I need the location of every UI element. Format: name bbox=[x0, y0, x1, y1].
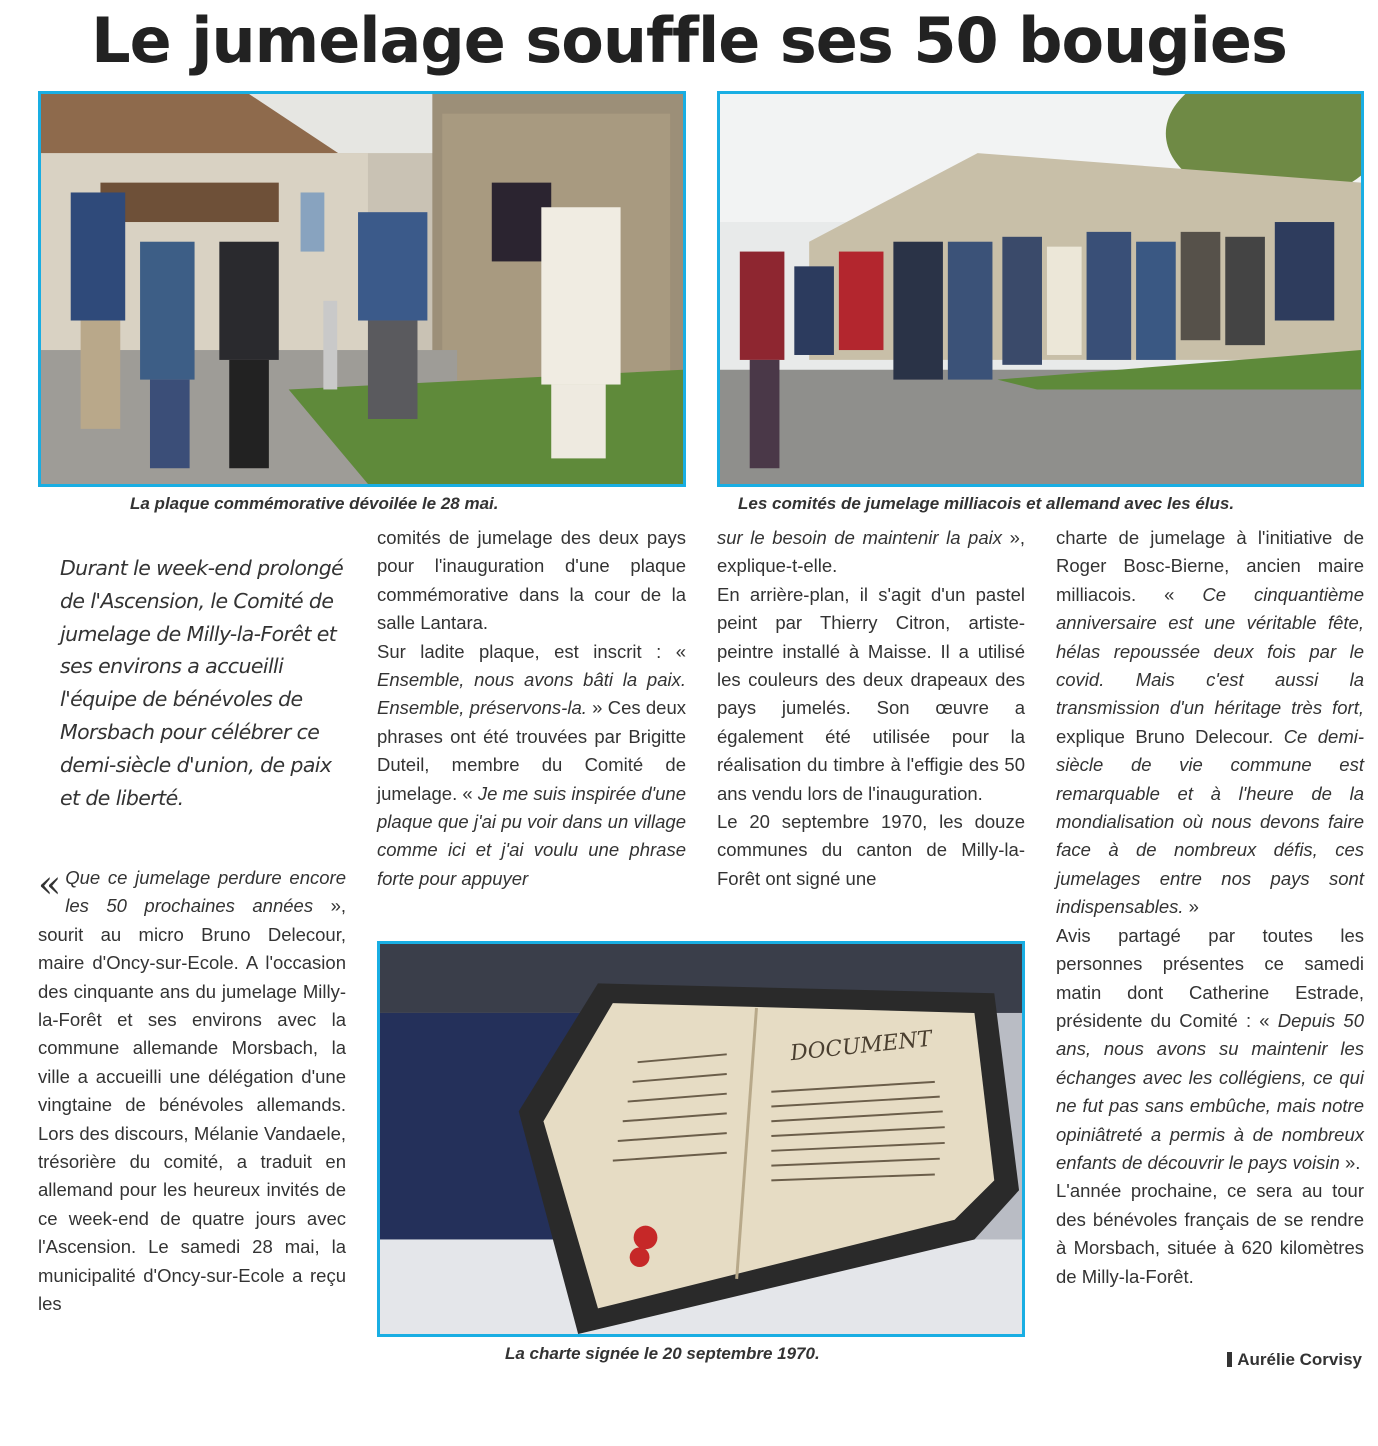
photo-plaque-image bbox=[41, 94, 683, 484]
photo-comites bbox=[717, 91, 1364, 487]
col3-p3: Le 20 septembre 1970, les douze communes du canton de Milly-la-Forêt ont signé une bbox=[717, 811, 1025, 889]
col2-p2b: » Ces deux phrases ont été trouvées par Brigitte Duteil, membre du Comité de jumelage. « bbox=[377, 697, 686, 804]
col4-p2b: ». bbox=[1344, 1151, 1361, 1173]
col2-plaque-quote: Ensemble, nous avons bâti la paix. Ensemble, préservons-la. bbox=[377, 669, 686, 719]
col2-duteil-quote: Je me suis inspirée d'une plaque que j'ai pu voir dans un village comme ici et j'ai voulu une phrase forte pour appuyer bbox=[377, 782, 687, 889]
photo-charte-image bbox=[380, 944, 1022, 1334]
author-name: Aurélie Corvisy bbox=[1237, 1350, 1362, 1369]
col4-p2a: Avis partagé par toutes les personnes présentes ce samedi matin dont Catherine Estrade, présidente du Comité : « bbox=[1056, 924, 1364, 1031]
col3-p2: En arrière-plan, il s'agit d'un pastel peint par Thierry Citron, artiste-peintre installé à Maisse. Il a utilisé les couleurs des deux drapeaux des pays jumelés. Son œuvre a également été utilisée pour la réalisation du timbre à l'effigie des 50 ans vendu lors de l'inauguration. bbox=[717, 583, 1025, 804]
photo-comites-caption: Les comités de jumelage milliacois et allemand avec les élus. bbox=[738, 494, 1235, 513]
col3-p1b: », explique-t-elle. bbox=[717, 527, 1025, 577]
col1-quote: Que ce jumelage perdure encore les 50 prochaines années bbox=[65, 867, 346, 917]
photo-plaque bbox=[38, 91, 686, 487]
headline: Le jumelage souffle ses 50 bougies bbox=[91, 4, 1287, 77]
chapo: Durant le week-end prolongé de l'Ascension, le Comité de jumelage de Milly-la-Forêt et ses environs a accueilli l'équipe de bénévoles de Morsbach pour célébrer ce demi-siècle d'union, de paix et de liberté. bbox=[60, 556, 344, 810]
col4-p3: L'année prochaine, ce sera au tour des bénévoles français de se rendre à Morsbach, située à 620 kilomètres de Milly-la-Forêt. bbox=[1056, 1180, 1364, 1287]
col4-quote-1: Ce cinquantième anniversaire est une véritable fête, hélas repoussée deux fois par le covid. Mais c'est aussi la transmission d'un héritage très fort, bbox=[1056, 583, 1365, 719]
col4-quote-3: Depuis 50 ans, nous avons su maintenir les échanges avec les collégiens, ce qui ne fut pas sans embûche, mais notre opiniâtreté a permis à de nombreux enfants de découvrir le pays voisin bbox=[1056, 1009, 1365, 1173]
column-1 bbox=[38, 864, 346, 1319]
column-2 bbox=[377, 524, 686, 893]
col3-quote: sur le besoin de maintenir la paix bbox=[717, 527, 1002, 548]
col4-p1b: explique Bruno Delecour. bbox=[1056, 725, 1274, 747]
col4-p1c: » bbox=[1188, 896, 1199, 918]
column-3 bbox=[717, 524, 1025, 893]
col4-p1a: charte de jumelage à l'initiative de Roger Bosc-Bierne, ancien maire milliacois. « bbox=[1056, 527, 1364, 605]
photo-plaque-caption: La plaque commémorative dévoilée le 28 mai. bbox=[130, 494, 499, 513]
charter-title: DOCUMENT bbox=[789, 1026, 934, 1067]
col4-quote-2: Ce demi-siècle de vie commune est remarquable et à l'heure de la mondialisation où nous devons faire face à de nombreux défis, ces jumelages entre nos pays sont indispensables. bbox=[1056, 725, 1365, 918]
drop-quote: « bbox=[38, 862, 62, 906]
col1-text: », sourit au micro Bruno Delecour, maire d'Oncy-sur-Ecole. A l'occasion des cinquante ans du jumelage Milly-la-Forêt et ses environs avec la commune allemande Morsbach, la ville a accueilli une délégation d'une vingtaine de bénévoles allemands. Lors des discours, Mélanie Vandaele, trésorière du comité, a traduit en allemand pour les heureux invités de ce week-end de quatre jours avec l'Ascension. Le samedi 28 mai, la municipalité d'Oncy-sur-Ecole a reçu les bbox=[38, 895, 346, 1315]
photo-comites-image bbox=[720, 94, 1361, 484]
col2-p2a: Sur ladite plaque, est inscrit : « bbox=[377, 640, 686, 662]
col2-p1: comités de jumelage des deux pays pour l'inauguration d'une plaque commémorative dans la cour de la salle Lantara. bbox=[377, 527, 686, 634]
author-signature bbox=[1227, 1350, 1362, 1370]
photo-charte bbox=[377, 941, 1025, 1337]
photo-charte-caption: La charte signée le 20 septembre 1970. bbox=[505, 1344, 820, 1363]
column-4 bbox=[1056, 524, 1364, 1291]
signature-bar bbox=[1227, 1352, 1232, 1367]
